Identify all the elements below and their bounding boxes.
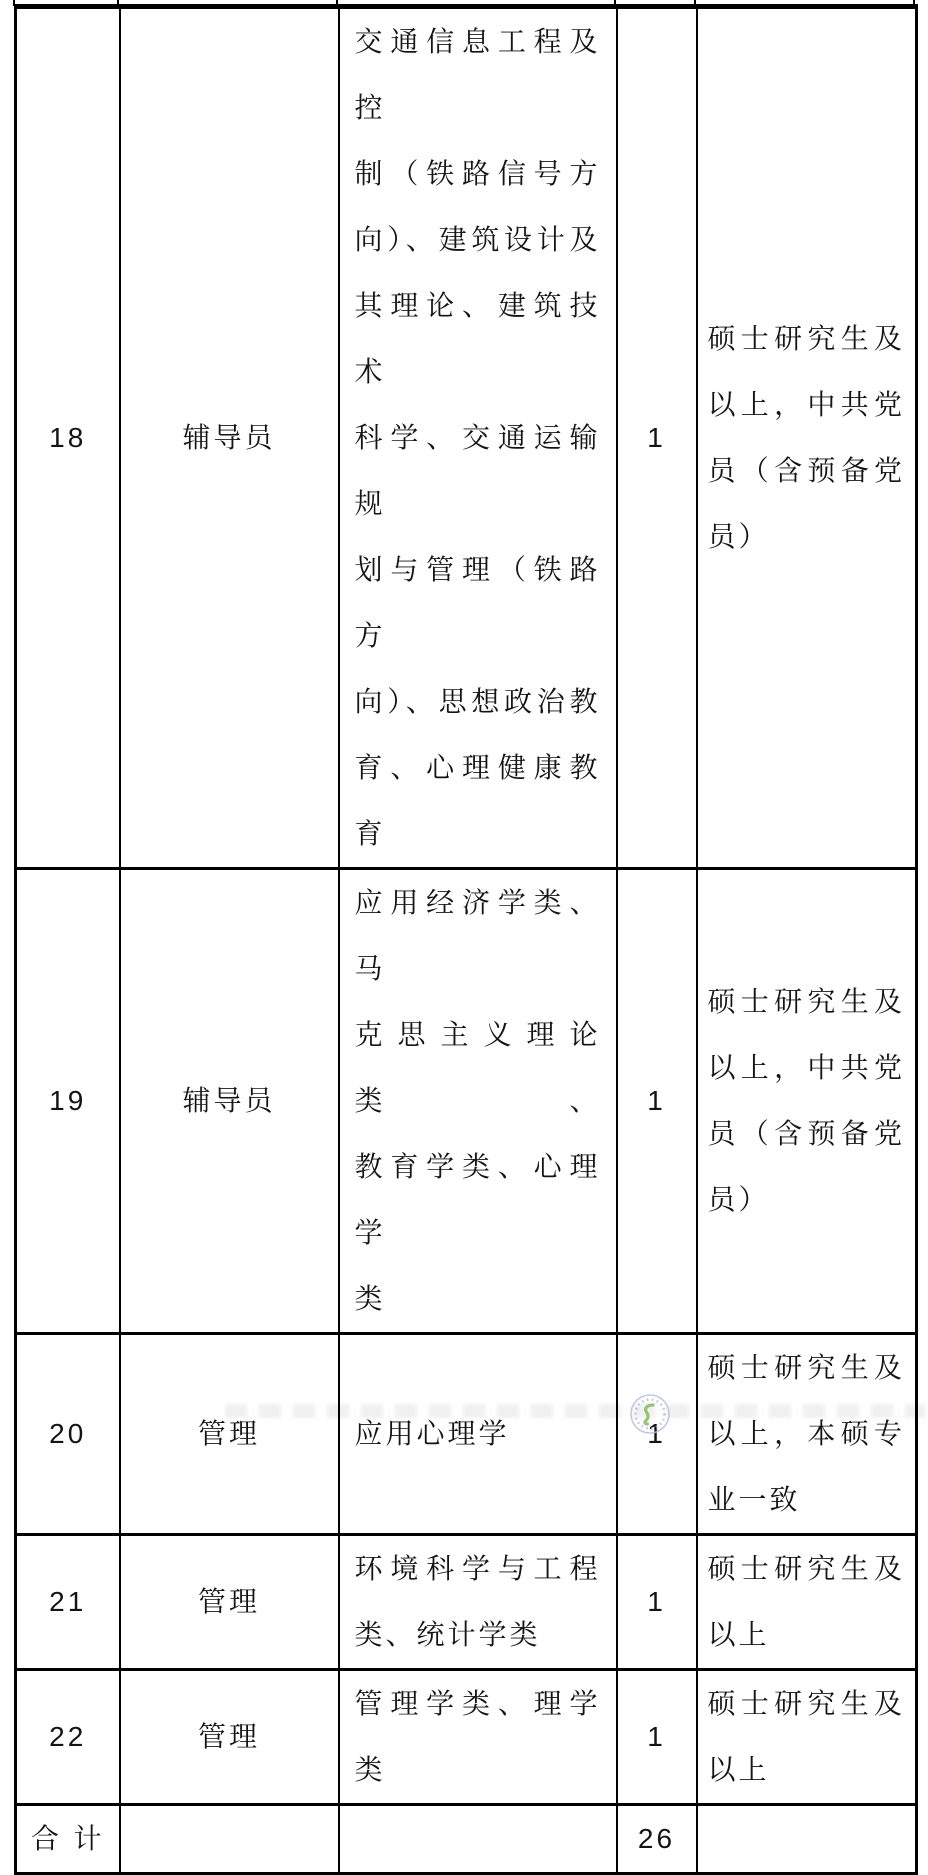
table-total-row: [16, 1805, 917, 1874]
table-row: [16, 1535, 917, 1670]
requirement-cell: [697, 1334, 917, 1535]
major-cell: [339, 1535, 617, 1670]
major-cell-line: 管理学类、理学类: [354, 1688, 601, 1785]
total-count-cell: 26: [617, 1805, 697, 1874]
major-cell-line: 教育学类、心理学: [354, 1151, 601, 1248]
position-cell: 管理: [120, 1334, 339, 1535]
total-label-cell: 合计: [16, 1805, 120, 1874]
requirement-cell: [697, 1535, 917, 1670]
position-cell: 辅导员: [120, 7, 339, 869]
job-table: [14, 4, 918, 1875]
requirement-cell-line: 硕士研究生及: [707, 1553, 905, 1584]
major-cell: [339, 1334, 617, 1535]
seal-watermark-icon: [628, 1392, 672, 1436]
requirement-cell-line: 员（含预备党: [707, 1118, 905, 1149]
major-cell-line: 育、心理健康教: [354, 752, 601, 783]
table-row: [16, 869, 917, 1334]
requirement-cell-line: 员）: [707, 1184, 770, 1215]
count-cell: 1: [617, 1670, 697, 1805]
position-cell: 辅导员: [120, 869, 339, 1334]
row-number-cell: 20: [16, 1334, 120, 1535]
count-cell: 1: [617, 869, 697, 1334]
table-row: [16, 7, 917, 869]
major-cell-line: 划与管理（铁路方: [354, 554, 601, 651]
table-row: [16, 1670, 917, 1805]
requirement-cell-line: 硕士研究生及: [707, 1688, 905, 1719]
requirement-cell-line: 硕士研究生及: [707, 323, 905, 354]
major-cell-line: 交通信息工程及控: [354, 26, 601, 123]
position-cell: 管理: [120, 1670, 339, 1805]
major-cell-line: 育: [354, 818, 386, 849]
major-cell: [339, 7, 617, 869]
position-cell: 管理: [120, 1535, 339, 1670]
row-number-cell: 19: [16, 869, 120, 1334]
recruitment-table: [14, 4, 918, 1875]
major-cell-line: 应用经济学类、马: [354, 887, 601, 984]
major-cell-line: 科学、交通运输规: [354, 422, 601, 519]
requirement-cell-line: 硕士研究生及: [707, 1352, 905, 1383]
count-cell: 1: [617, 1334, 697, 1535]
major-cell-line: 向）、思想政治教: [354, 686, 601, 717]
major-cell-line: 其理论、建筑技术: [354, 290, 601, 387]
requirement-cell: [697, 1805, 917, 1874]
requirement-cell-line: 硕士研究生及: [707, 986, 905, 1017]
row-number-cell: 21: [16, 1535, 120, 1670]
major-cell: [339, 1805, 617, 1874]
count-cell: 1: [617, 7, 697, 869]
row-number-cell: 18: [16, 7, 120, 869]
requirement-cell-line: 业一致: [707, 1484, 801, 1515]
major-cell-line: 环境科学与工程: [354, 1553, 601, 1584]
major-cell: [339, 869, 617, 1334]
requirement-cell-line: 以上，中共党: [707, 1052, 905, 1083]
requirement-cell-line: 员（含预备党: [707, 455, 905, 486]
row-number-cell: 22: [16, 1670, 120, 1805]
requirement-cell: [697, 869, 917, 1334]
table-row: [16, 1334, 917, 1535]
major-cell-line: 克思主义理论类、: [354, 1019, 601, 1116]
job-table-body: [16, 7, 917, 1874]
requirement-cell: [697, 1670, 917, 1805]
major-cell: [339, 1670, 617, 1805]
requirement-cell-line: 以上: [707, 1619, 770, 1650]
major-cell-line: 类、统计学类: [354, 1619, 541, 1650]
major-cell-line: 向）、建筑设计及: [354, 224, 601, 255]
major-cell-line: 应用心理学: [354, 1418, 510, 1449]
requirement-cell-line: 员）: [707, 521, 770, 552]
position-cell: [120, 1805, 339, 1874]
requirement-cell-line: 以上: [707, 1754, 770, 1785]
major-cell-line: 类: [354, 1283, 386, 1314]
requirement-cell-line: 以上，本硕专: [707, 1418, 905, 1449]
major-cell-line: 制（铁路信号方: [354, 158, 601, 189]
requirement-cell: [697, 7, 917, 869]
count-cell: 1: [617, 1535, 697, 1670]
requirement-cell-line: 以上，中共党: [707, 389, 905, 420]
